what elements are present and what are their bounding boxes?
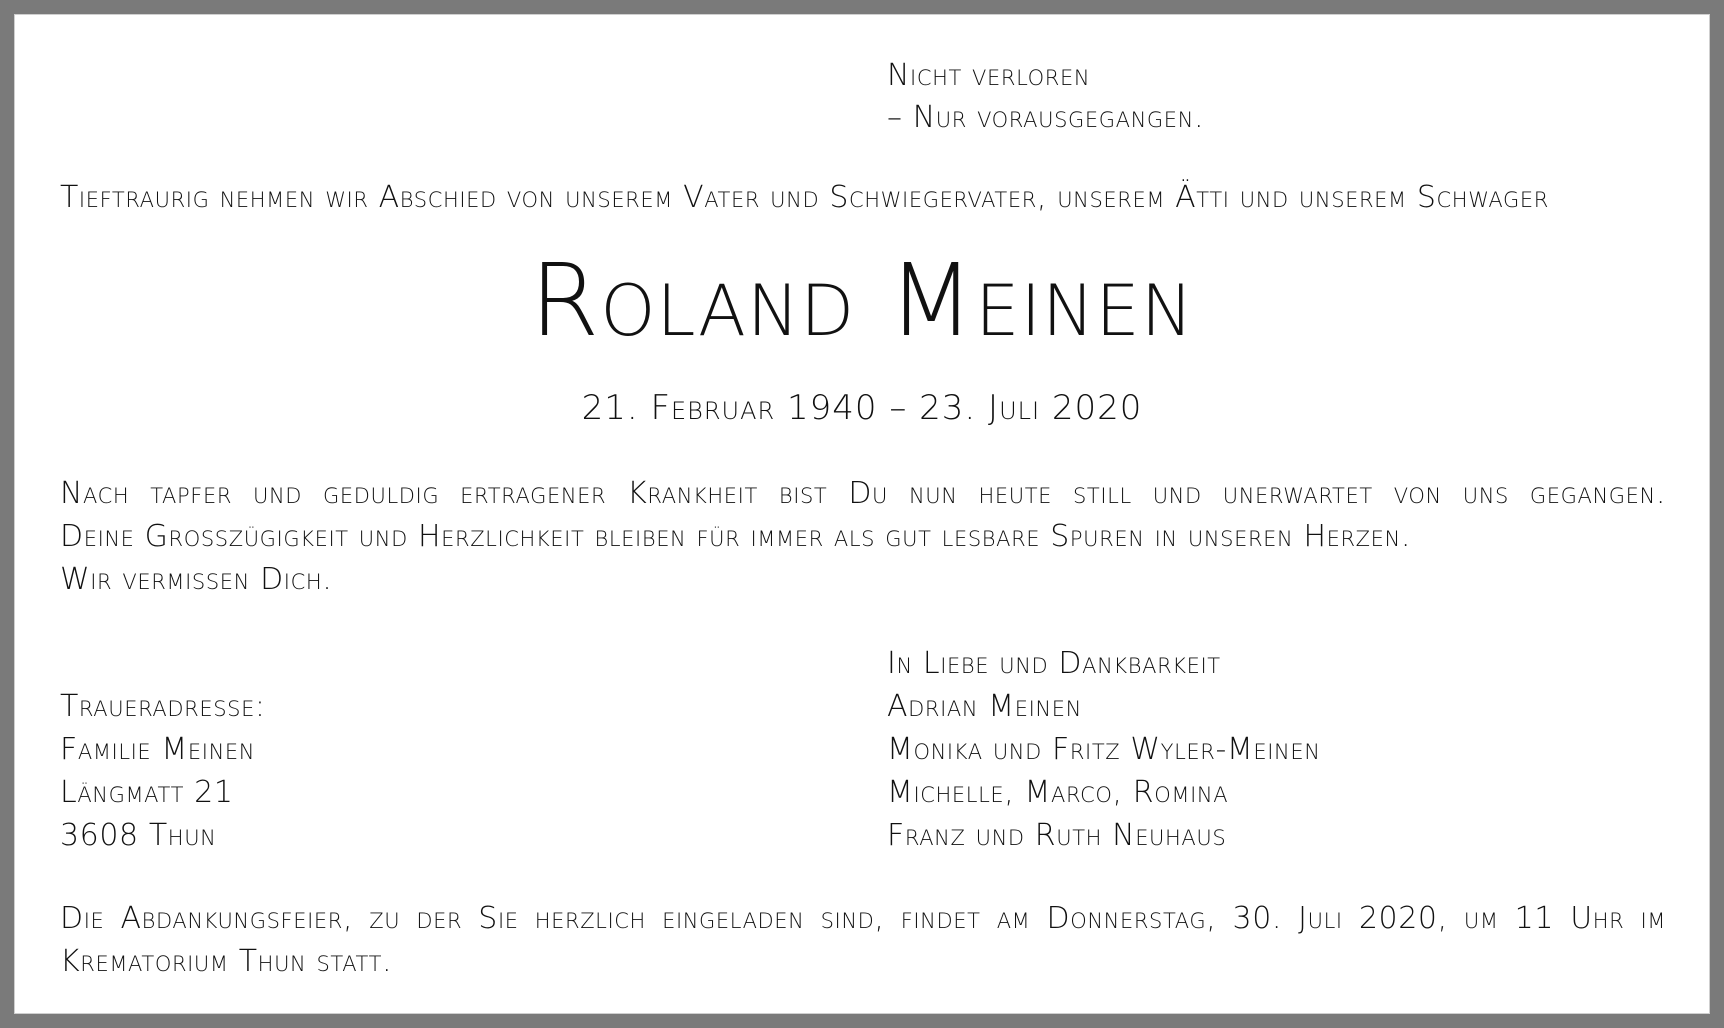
message-line-1: Nach tapfer und geduldig ertragener Krankheit bist Du nun heute still und unerwartet von uns gegangen. bbox=[60, 476, 1666, 511]
address-city: 3608 Thun bbox=[60, 818, 217, 853]
signer-name: Franz und Ruth Neuhaus bbox=[887, 818, 1227, 853]
address-family: Familie Meinen bbox=[60, 732, 256, 767]
message-line-2: Deine Grosszügigkeit und Herzlichkeit bleiben für immer als gut lesbare Spuren in unseren Herzen. bbox=[60, 519, 1411, 554]
signer-name: Monika und Fritz Wyler-Meinen bbox=[887, 732, 1321, 767]
ceremony-line-2: Krematorium Thun statt. bbox=[60, 944, 393, 979]
message-paragraph bbox=[60, 472, 1666, 601]
address-label: Traueradresse: bbox=[60, 689, 266, 724]
ceremony-line-1: Die Abdankungsfeier, zu der Sie herzlich eingeladen sind, findet am Donnerstag, 30. Juli 2020, um 11 Uhr im bbox=[60, 901, 1666, 936]
ceremony-paragraph bbox=[60, 897, 1666, 983]
obituary-page bbox=[14, 14, 1710, 1014]
intro-text: Tieftraurig nehmen wir Abschied von unserem Vater und Schwiegervater, unserem Ätti und unserem Schwager bbox=[60, 180, 1549, 215]
motto-line-1: Nicht verloren bbox=[887, 58, 1091, 93]
signer-name: Adrian Meinen bbox=[887, 689, 1082, 724]
motto bbox=[887, 55, 1204, 139]
signer-name: Michelle, Marco, Romina bbox=[887, 775, 1229, 810]
signers bbox=[887, 642, 1321, 857]
motto-line-2: – Nur vorausgegangen. bbox=[887, 100, 1205, 135]
mourning-address bbox=[60, 685, 266, 857]
deceased-name: Roland Meinen bbox=[529, 242, 1195, 359]
life-dates: 21. Februar 1940 – 23. Juli 2020 bbox=[581, 388, 1143, 428]
signers-heading: In Liebe und Dankbarkeit bbox=[887, 646, 1221, 681]
address-street: Längmatt 21 bbox=[60, 775, 234, 810]
message-line-3: Wir vermissen Dich. bbox=[60, 562, 333, 597]
